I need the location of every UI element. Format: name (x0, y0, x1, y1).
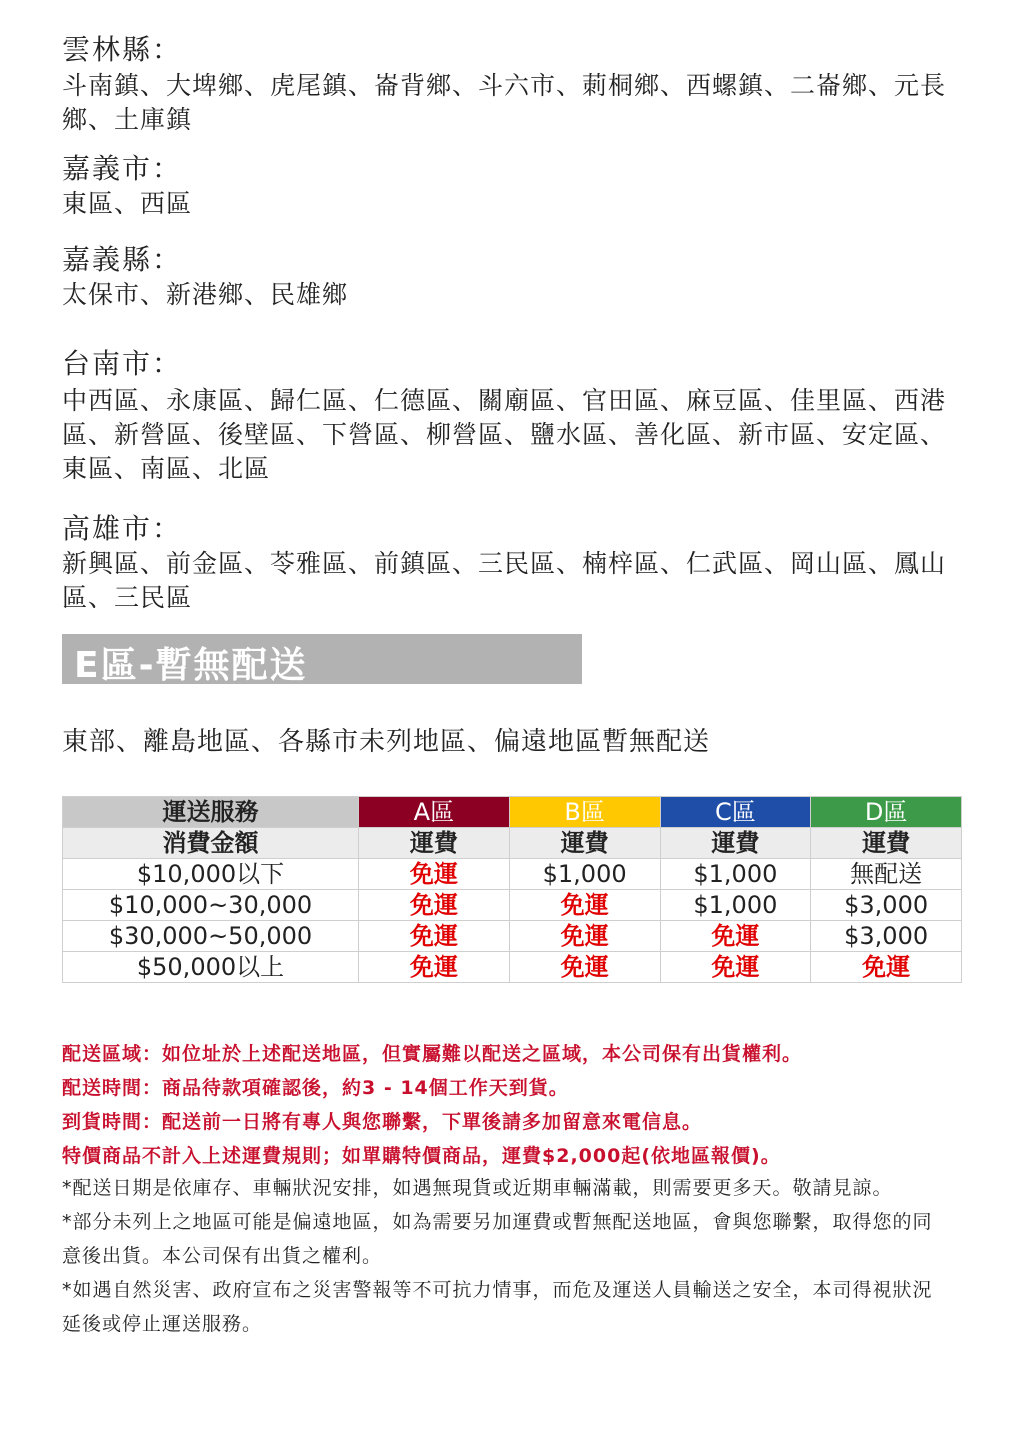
subheader-fee-a: 運費 (359, 828, 510, 859)
region-list-yunlin: 斗南鎮、大埤鄉、虎尾鎮、崙背鄉、斗六市、莿桐鄉、西螺鎮、二崙鄉、元長鄉、土庫鎮 (62, 71, 947, 134)
amount-cell: $30,000~50,000 (63, 921, 359, 952)
fee-cell: 免運 (509, 921, 660, 952)
region-title-kaohsiung: 高雄市： (62, 512, 183, 545)
note-force-majeure: *如遇自然災害、政府宣布之災害警報等不可抗力情事，而危及運送人員輸送之安全，本司得視狀況延後或停止運送服務。 (62, 1279, 933, 1335)
header-shipping-service: 運送服務 (63, 797, 359, 828)
fee-cell: 免運 (509, 952, 660, 983)
note-delivery-area: 配送區域：如位址於上述配送地區，但實屬難以配送之區域，本公司保有出貨權利。 (62, 1043, 803, 1065)
header-zone-c: C區 (660, 797, 811, 828)
subheader-amount: 消費金額 (63, 828, 359, 859)
region-list-tainan: 中西區、永康區、歸仁區、仁德區、關廟區、官田區、麻豆區、佳里區、西港區、新營區、後壁區、下營區、柳營區、鹽水區、善化區、新市區、安定區、東區、南區、北區 (62, 386, 947, 483)
table-row (63, 890, 962, 921)
fee-cell: $3,000 (811, 921, 962, 952)
fee-cell: 免運 (359, 890, 510, 921)
zone-e-text: 東部、離島地區、各縣市未列地區、偏遠地區暫無配送 (62, 727, 711, 757)
note-arrival-time: 到貨時間：配送前一日將有專人與您聯繫，下單後請多加留意來電信息。 (62, 1111, 703, 1133)
amount-cell: $10,000以下 (63, 859, 359, 890)
fee-cell: $3,000 (811, 890, 962, 921)
table-header-row (63, 797, 962, 828)
fee-cell: $1,000 (660, 890, 811, 921)
region-title-yunlin: 雲林縣： (62, 33, 183, 66)
zone-e-heading-bar (62, 634, 582, 684)
region-title-chiayi-county: 嘉義縣： (62, 243, 183, 276)
table-row (63, 952, 962, 983)
subheader-fee-c: 運費 (660, 828, 811, 859)
fee-cell: 免運 (509, 890, 660, 921)
region-list-chiayi-county: 太保市、新港鄉、民雄鄉 (62, 280, 349, 309)
amount-cell: $50,000以上 (63, 952, 359, 983)
table-row (63, 859, 962, 890)
fee-cell: 免運 (660, 952, 811, 983)
fee-cell: 免運 (660, 921, 811, 952)
amount-cell: $10,000~30,000 (63, 890, 359, 921)
table-subheader-row (63, 828, 962, 859)
region-list-kaohsiung: 新興區、前金區、苓雅區、前鎮區、三民區、楠梓區、仁武區、岡山區、鳳山區、三民區 (62, 549, 947, 612)
note-special-price: 特價商品不計入上述運費規則；如單購特價商品，運費$2,000起(依地區報價)。 (62, 1145, 781, 1167)
region-title-chiayi-city: 嘉義市： (62, 152, 183, 185)
table-row (63, 921, 962, 952)
fee-cell: $1,000 (660, 859, 811, 890)
zone-e-heading: E區-暫無配送 (74, 645, 308, 686)
note-delivery-time: 配送時間：商品待款項確認後，約3 - 14個工作天到貨。 (62, 1077, 569, 1099)
fee-cell: 免運 (359, 859, 510, 890)
fee-cell: 免運 (811, 952, 962, 983)
header-zone-b: B區 (509, 797, 660, 828)
region-title-tainan: 台南市： (62, 347, 183, 380)
subheader-fee-d: 運費 (811, 828, 962, 859)
note-delivery-date: *配送日期是依庫存、車輛狀況安排，如遇無現貨或近期車輛滿載，則需要更多天。敬請見諒。 (62, 1177, 893, 1199)
subheader-fee-b: 運費 (509, 828, 660, 859)
header-zone-d: D區 (811, 797, 962, 828)
fee-cell: $1,000 (509, 859, 660, 890)
fee-cell: 免運 (359, 921, 510, 952)
note-remote-areas: *部分未列上之地區可能是偏遠地區，如為需要另加運費或暫無配送地區，會與您聯繫，取得您的同意後出貨。本公司保有出貨之權利。 (62, 1211, 933, 1267)
shipping-fee-table (62, 796, 962, 983)
header-zone-a: A區 (359, 797, 510, 828)
fee-cell: 免運 (359, 952, 510, 983)
fee-cell: 無配送 (811, 859, 962, 890)
region-list-chiayi-city: 東區、西區 (62, 189, 193, 218)
